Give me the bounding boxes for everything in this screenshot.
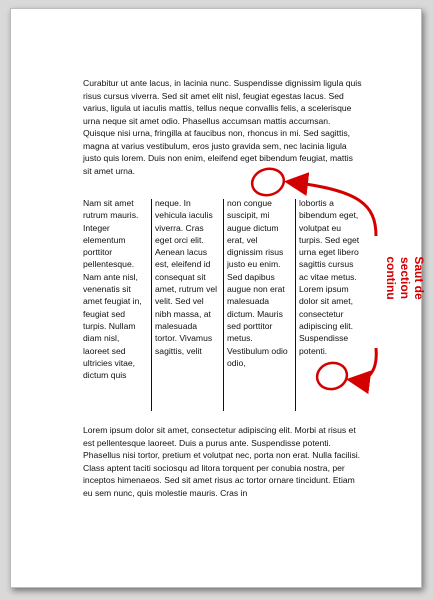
label-line-2: continu bbox=[384, 256, 398, 300]
arrow-bottom bbox=[352, 348, 376, 380]
section-break-circle-bottom bbox=[314, 360, 350, 393]
paragraph-bottom: Lorem ipsum dolor sit amet, consectetur adipiscing elit. Morbi at risus et est pellentesque laoreet. Duis a purus ante. Suspendisse potenti. Phasellus nisi tortor, pretium et volutpat nec, porta non erat. Nulla facilisi. Class aptent taciti sociosqu ad litora torquent per conubia nostra, per inceptos himenaeos. Sed sit amet risus ac tortor ornare tincidunt. Etiam eu sem nunc, quis molestie mauris. Cras in bbox=[83, 425, 361, 498]
arrow-top bbox=[290, 182, 376, 236]
paragraph-top: Curabitur ut ante lacus, in lacinia nunc. Suspendisse dignissim ligula quis risus cursus viverra. Sed sit amet elit nisl, feugiat egestas lacus. Sed varius, ligula ut iaculis mattis, tellus neque convallis felis, a scelerisque urna neque sit amet odio. Phasellus accumsan mattis accumsan. Quisque nisi urna, fringilla at faucibus non, rhoncus in mi. Sed sagittis, magna at varius vestibulum, eros justo gravida sem, nec lacinia ligula justo quis lorem. Duis non enim, eleifend eget bibendum feugiat, mattis sit amet urna. bbox=[83, 78, 362, 176]
section-break-circle-top bbox=[249, 165, 287, 198]
column-3: non congue suscipit, mi augue dictum erat, vel dignissim risus justo eu enim. Sed dapibus augue non erat malesuada dictum. Mauris sed porttitor metus. Vestibulum odio odio, bbox=[227, 198, 288, 368]
section-break-label bbox=[356, 238, 426, 318]
column-1: Nam sit amet rutrum mauris. Integer elementum porttitor pellentesque. Nam ante nisl, venenatis sit amet feugiat in, feugiat sed turpis. Nullam diam nisl, laoreet sed ultricies vitae, dictum quis bbox=[83, 198, 142, 381]
label-line-1: Saut de section bbox=[398, 256, 426, 300]
column-2: neque. In vehicula iaculis viverra. Cras eget orci elit. Aenean lacus est, eleifend id consequat sit amet, rutrum vel velit. Sed vel nibh massa, at malesuada tortor. Vivamus sagittis, velit bbox=[155, 198, 218, 356]
column-4: lobortis a bibendum eget, volutpat eu turpis. Sed eget urna eget libero sagittis cursus ac vitae metus. Lorem ipsum dolor sit amet, consectetur adipiscing elit. Suspendisse potenti. bbox=[299, 198, 360, 356]
